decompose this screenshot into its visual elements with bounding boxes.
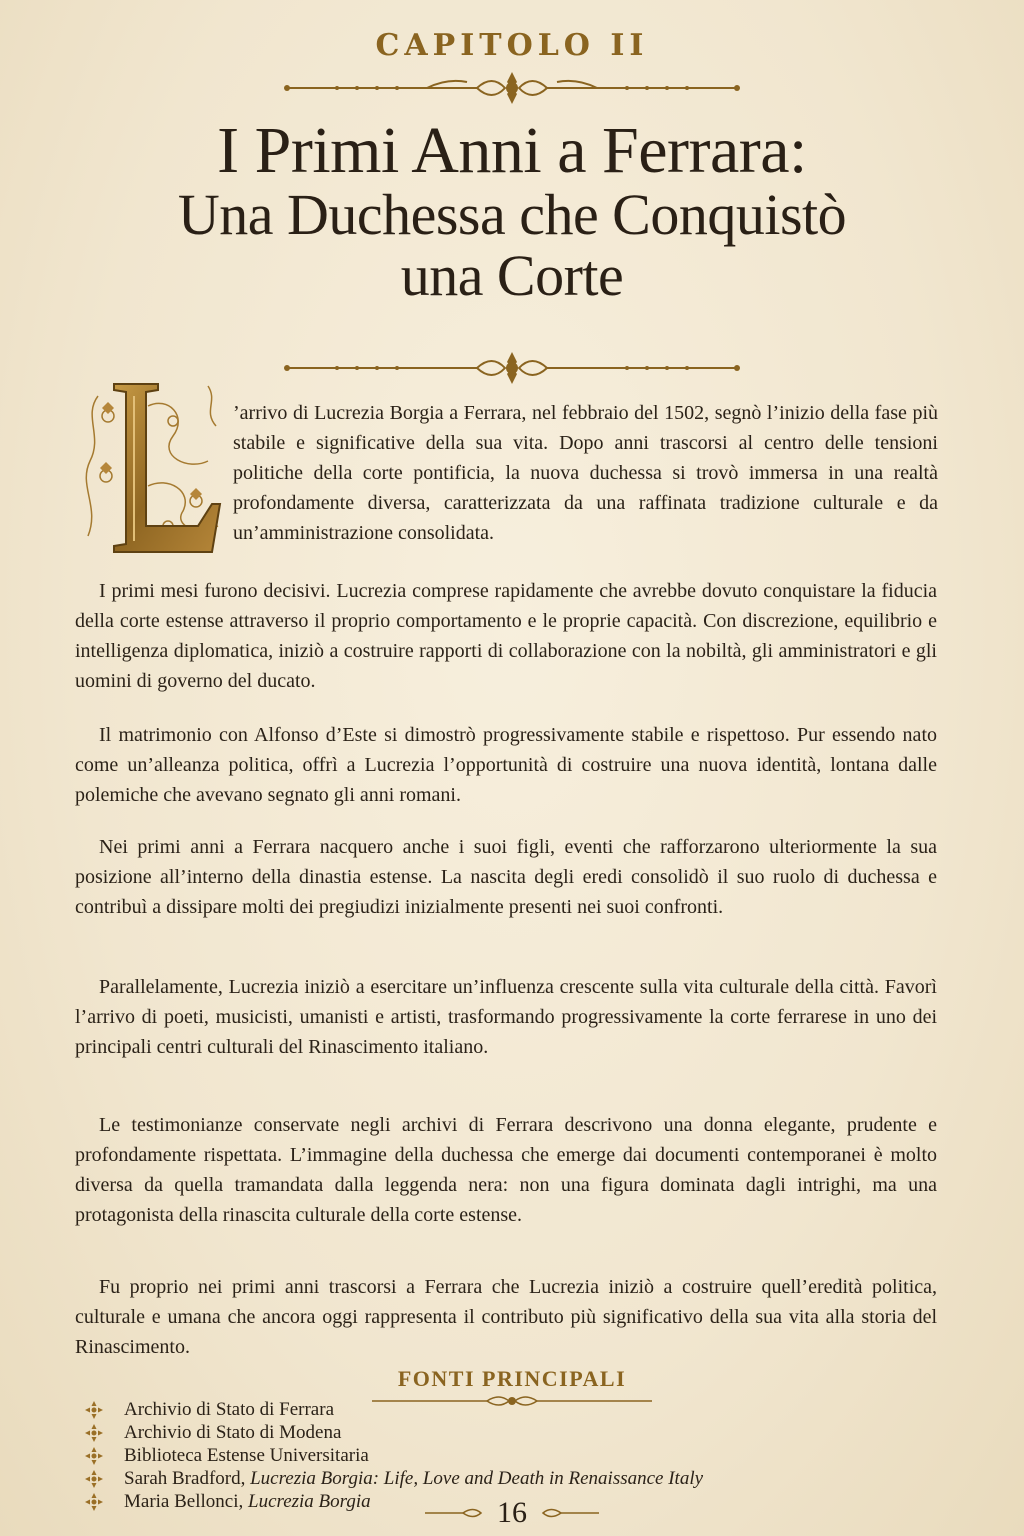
list-item <box>84 1467 944 1490</box>
page-number-footer <box>0 1496 1024 1530</box>
illuminated-dropcap <box>78 376 228 562</box>
title-line-2: Una Duchessa che Conquistò <box>177 182 847 247</box>
chapter-heading: CAPITOLO II <box>375 28 649 63</box>
paragraph-5: Parallelamente, Lucrezia iniziò a esercitare un’influenza crescente sulla vita culturale della città. Favorì l’arrivo di poeti, musicisti, umanisti e artisti, trasformando progressivamente la corte ferrarese in uno dei principali centri culturali del Rinascimento italiano. <box>75 976 937 1058</box>
source-author: Sarah Bradford, <box>124 1468 251 1489</box>
title-line-3: una Corte <box>400 243 624 308</box>
source-title: Lucrezia Borgia <box>248 1491 371 1512</box>
source-text: Archivio di Stato di Modena <box>124 1422 342 1443</box>
paragraph-1: ’arrivo di Lucrezia Borgia a Ferrara, nel febbraio del 1502, segnò l’inizio della fase più stabile e significative della sua vita. Dopo anni trascorsi al centro delle tensioni politiche della corte pontificia, la nuova duchessa si trovò immersa in una realtà profondamente diversa, caratterizzata da una raffinata tradizione culturale e da un’amministrazione consolidata. <box>233 402 938 544</box>
page-number: 16 <box>497 1496 527 1529</box>
sources-heading: FONTI PRINCIPALI <box>397 1366 627 1391</box>
source-author: Maria Bellonci, <box>124 1491 248 1512</box>
source-title: Lucrezia Borgia: Life, Love and Death in Renaissance Italy <box>250 1468 704 1489</box>
flourish-left-icon <box>423 1506 483 1520</box>
fleur-cross-icon <box>84 1446 124 1466</box>
flourish-divider-icon <box>0 68 1024 108</box>
fleur-cross-icon <box>84 1469 124 1489</box>
paragraph-3: Il matrimonio con Alfonso d’Este si dimostrò progressivamente stabile e rispettoso. Pur essendo nato come un’alleanza politica, offrì a Lucrezia l’opportunità di costruire una nuova identità, lontana dalle polemiche che avevano segnato gli anni romani. <box>75 724 937 806</box>
list-item <box>84 1421 944 1444</box>
fleur-cross-icon <box>84 1400 124 1420</box>
source-text: Biblioteca Estense Universitaria <box>124 1445 369 1466</box>
source-text: Archivio di Stato di Ferrara <box>124 1399 335 1420</box>
paragraph-6: Le testimonianze conservate negli archivi di Ferrara descrivono una donna elegante, prudente e profondamente rispettata. L’immagine della duchessa che emerge dai documenti contemporanei è molto diversa da quella tramandata dalla leggenda nera: non una figura dominata dagli intrighi, ma una protagonista della rinascita culturale della corte estense. <box>75 1114 937 1226</box>
list-item <box>84 1398 944 1421</box>
paragraph-4: Nei primi anni a Ferrara nacquero anche i suoi figli, eventi che rafforzarono ulteriormente la sua posizione all’interno della dinastia estense. La nascita degli eredi consolidò il suo ruolo di duchessa e contribuì a dissipare molti dei pregiudizi inizialmente presenti nei suoi confronti. <box>75 836 937 918</box>
fleur-cross-icon <box>84 1423 124 1443</box>
list-item <box>84 1444 944 1467</box>
page-title <box>0 114 1024 308</box>
flourish-right-icon <box>541 1506 601 1520</box>
paragraph-2: I primi mesi furono decisivi. Lucrezia comprese rapidamente che avrebbe dovuto conquistare la fiducia della corte estense attraverso il proprio comportamento e le proprie capacità. Con discrezione, equilibrio e intelligenza diplomatica, iniziò a costruire rapporti di collaborazione con la nobiltà, gli amministratori e gli uomini di governo del ducato. <box>75 580 937 692</box>
source-text <box>124 1467 703 1490</box>
title-line-1: I Primi Anni a Ferrara: <box>217 114 807 187</box>
paragraph-7: Fu proprio nei primi anni trascorsi a Ferrara che Lucrezia iniziò a costruire quell’eredità politica, culturale e umana che ancora oggi rappresenta il contributo più significativo della sua vita alla storia del Rinascimento. <box>75 1276 937 1358</box>
